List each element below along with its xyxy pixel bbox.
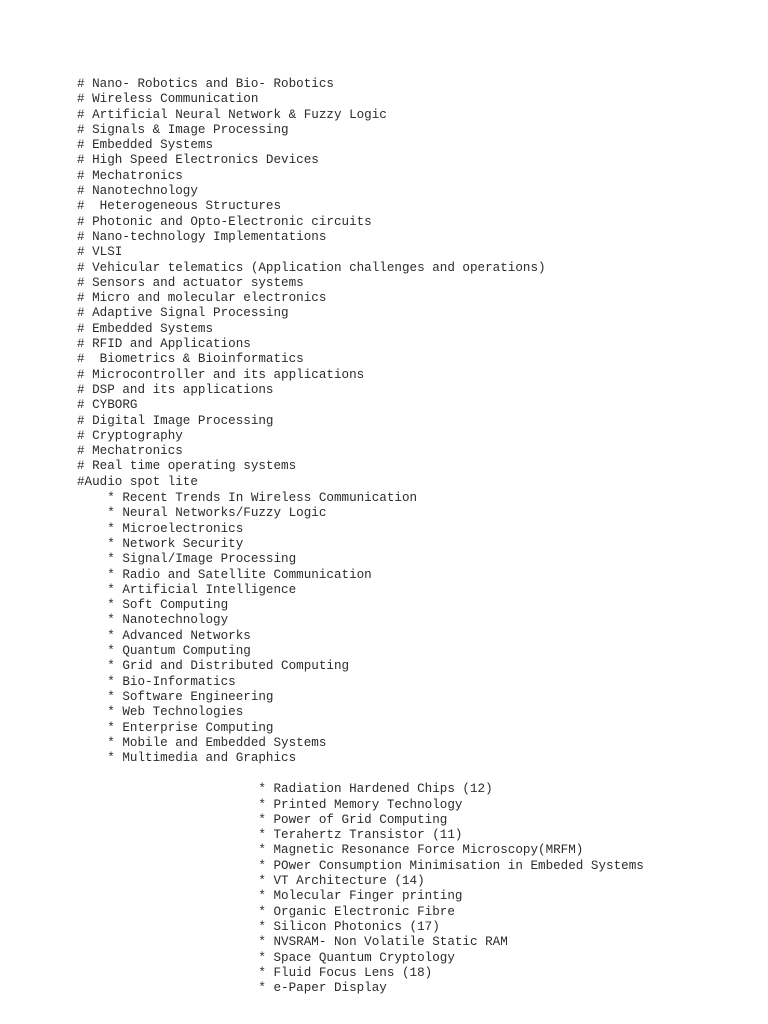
sub-topic-line: * Advanced Networks bbox=[77, 628, 251, 643]
topic-line: # Heterogeneous Structures bbox=[77, 199, 282, 214]
topic-line: # Nano-technology Implementations bbox=[77, 229, 327, 244]
topic-line: # Cryptography bbox=[77, 428, 183, 443]
topic-line: # RFID and Applications bbox=[77, 337, 251, 352]
sub-topic-line: * Soft Computing bbox=[77, 598, 229, 613]
tech-topic-line: * Magnetic Resonance Force Microscopy(MRFM) bbox=[77, 843, 584, 858]
topic-line: # Nanotechnology bbox=[77, 184, 198, 199]
sub-topic-line: * Mobile and Embedded Systems bbox=[77, 735, 327, 750]
tech-topic-line: * Power of Grid Computing bbox=[77, 812, 448, 827]
topic-line: # Wireless Communication bbox=[77, 92, 259, 107]
topic-line: # Real time operating systems bbox=[77, 459, 297, 474]
tech-topic-line: * VT Architecture (14) bbox=[77, 874, 425, 889]
sub-topic-line: * Neural Networks/Fuzzy Logic bbox=[77, 506, 327, 521]
tech-topic-line: * NVSRAM- Non Volatile Static RAM bbox=[77, 935, 508, 950]
topic-line: # Micro and molecular electronics bbox=[77, 291, 327, 306]
topic-line: # CYBORG bbox=[77, 398, 138, 413]
tech-topic-line: * Terahertz Transistor (11) bbox=[77, 828, 463, 843]
topic-line: # DSP and its applications bbox=[77, 382, 274, 397]
topic-line: # VLSI bbox=[77, 245, 123, 260]
sub-topic-line: * Artificial Intelligence bbox=[77, 582, 297, 597]
sub-topic-line: * Bio-Informatics bbox=[77, 674, 236, 689]
tech-topic-line: * POwer Consumption Minimisation in Embeded Systems bbox=[77, 858, 644, 873]
topic-line: # Digital Image Processing bbox=[77, 413, 274, 428]
sub-topic-line: * Enterprise Computing bbox=[77, 720, 274, 735]
tech-topic-line: * Silicon Photonics (17) bbox=[77, 919, 440, 934]
tech-topic-line: * Fluid Focus Lens (18) bbox=[77, 965, 433, 980]
sub-topic-line: * Multimedia and Graphics bbox=[77, 751, 297, 766]
topic-line: # Sensors and actuator systems bbox=[77, 275, 304, 290]
tech-topic-line: * Printed Memory Technology bbox=[77, 797, 463, 812]
topic-line: # Nano- Robotics and Bio- Robotics bbox=[77, 77, 334, 91]
sub-topic-list bbox=[77, 491, 417, 766]
topic-line: # Biometrics & Bioinformatics bbox=[77, 352, 304, 367]
sub-topic-line: * Microelectronics bbox=[77, 521, 244, 536]
topic-line: # Embedded Systems bbox=[77, 138, 214, 153]
sub-topic-line: * Network Security bbox=[77, 536, 244, 551]
topic-list bbox=[77, 77, 546, 490]
sub-topic-line: * Quantum Computing bbox=[77, 644, 251, 659]
tech-topic-line: * Molecular Finger printing bbox=[77, 889, 463, 904]
sub-topic-line: * Nanotechnology bbox=[77, 613, 229, 628]
sub-topic-line: * Web Technologies bbox=[77, 705, 244, 720]
sub-topic-line: * Grid and Distributed Computing bbox=[77, 659, 350, 674]
sub-topic-line: * Radio and Satellite Communication bbox=[77, 567, 372, 582]
tech-topic-line: * e-Paper Display bbox=[77, 981, 387, 996]
topic-line: # High Speed Electronics Devices bbox=[77, 153, 319, 168]
topic-line: # Mechatronics bbox=[77, 444, 183, 459]
sub-topic-line: * Signal/Image Processing bbox=[77, 552, 297, 567]
topic-line: # Artificial Neural Network & Fuzzy Logic bbox=[77, 107, 387, 122]
topic-line: # Signals & Image Processing bbox=[77, 122, 289, 137]
topic-line: # Embedded Systems bbox=[77, 321, 214, 336]
topic-line: # Vehicular telematics (Application challenges and operations) bbox=[77, 260, 546, 275]
sub-topic-line: * Recent Trends In Wireless Communication bbox=[77, 491, 418, 506]
topic-line: # Mechatronics bbox=[77, 168, 183, 183]
topic-line: # Photonic and Opto-Electronic circuits bbox=[77, 214, 372, 229]
tech-topic-line: * Organic Electronic Fibre bbox=[77, 904, 455, 919]
sub-topic-line: * Software Engineering bbox=[77, 689, 274, 704]
topic-line: # Microcontroller and its applications bbox=[77, 367, 365, 382]
topic-line: #Audio spot lite bbox=[77, 474, 198, 489]
tech-topic-list bbox=[77, 782, 644, 996]
topic-line: # Adaptive Signal Processing bbox=[77, 306, 289, 321]
tech-topic-line: * Space Quantum Cryptology bbox=[77, 950, 455, 965]
tech-topic-line: * Radiation Hardened Chips (12) bbox=[77, 782, 493, 797]
